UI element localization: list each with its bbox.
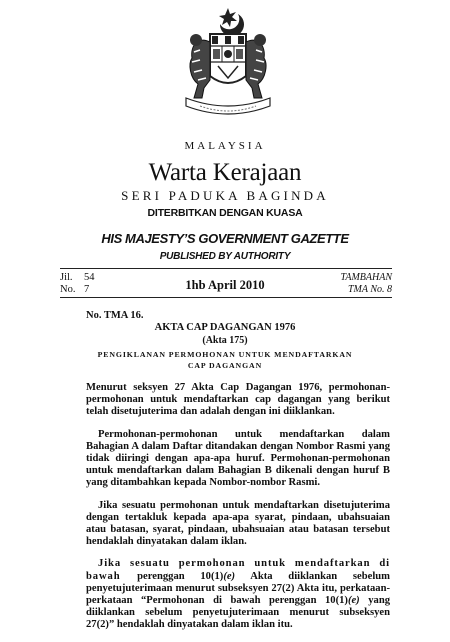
gazette-title: Warta Kerajaan bbox=[148, 159, 302, 186]
issue-date: 1hb April 2010 bbox=[185, 278, 265, 292]
notice-number: No. TMA 16. bbox=[86, 310, 144, 321]
coat-of-arms-emblem bbox=[180, 6, 276, 118]
paragraph-2: Permohonan-permohonan untuk mendaftarkan dalam Bahagian A dalam Daftar ditandakan dengan Nombor Rasmi yang tidak diiringi dengan apa-apa huruf. Permohonan-permohonan untuk mendaftarkan dalam Bahagian B dikenali dengan huruf B yang ditambahkan kepada Nombor-nombor Rasmi. bbox=[86, 428, 390, 489]
gazette-title-en: HIS MAJESTY’S GOVERNMENT GAZETTE bbox=[101, 231, 349, 246]
paragraph-3: Jika sesuatu permohonan untuk mendaftarkan disetujuterima dengan tertakluk kepada apa-apa syarat, pindaan, ubahsuaian atau batasan, syarat, pindaan, ubahsuaian atau batasan tersebut hendaklah dinyatakan dalam iklan. bbox=[86, 499, 390, 548]
bottom-rule bbox=[60, 297, 392, 298]
act-title: AKTA CAP DAGANGAN 1976 bbox=[154, 322, 296, 333]
volume-label: Jil. bbox=[60, 272, 73, 283]
supplement-info bbox=[341, 272, 392, 296]
country-name: MALAYSIA bbox=[184, 140, 266, 152]
notice-heading-line-1: PENGIKLANAN PERMOHONAN UNTUK MENDAFTARKAN bbox=[97, 350, 353, 359]
paragraph-4 bbox=[86, 558, 390, 631]
published-by-authority-en: PUBLISHED BY AUTHORITY bbox=[159, 251, 291, 262]
paragraph-1: Menurut seksyen 27 Akta Cap Dagangan 1976, permohonan-permohonan untuk mendaftarkan cap dagangan yang berikut telah disetujuterima dan adalah dengan ini diiklankan. bbox=[86, 382, 390, 418]
paragraph-4-italic-e2: (e) bbox=[347, 595, 360, 607]
supplement-number: TMA No. 8 bbox=[348, 284, 392, 295]
notice-heading-line-2: CAP DAGANGAN bbox=[187, 361, 263, 370]
supplement-label: TAMBAHAN bbox=[340, 272, 392, 283]
gazette-subtitle: SERI PADUKA BAGINDA bbox=[121, 188, 329, 203]
number-label: No. bbox=[60, 284, 76, 295]
notice-body bbox=[86, 382, 390, 642]
act-number: (Akta 175) bbox=[202, 335, 248, 346]
paragraph-4-lead: Jika sesuatu permohonan untuk mendaftarkan di bawah bbox=[86, 558, 390, 582]
number-value: 7 bbox=[84, 284, 90, 295]
published-by-authority-ms: DITERBITKAN DENGAN KUASA bbox=[147, 207, 303, 219]
paragraph-4-part-c: yang diiklankan sebelum penyetujuterimaan menurut subseksyen 27(2)” hendaklah dinyatakan dalam iklan itu. bbox=[86, 595, 391, 631]
paragraph-4-part-b: Akta diiklankan sebelum penyetujuterimaan menurut subseksyen 27(2) Akta itu, perkataan-perkataan “Permohonan di bawah perenggan 10(1) bbox=[86, 570, 390, 607]
notice-heading bbox=[0, 349, 450, 371]
paragraph-4-part-a: perenggan 10(1) bbox=[137, 570, 224, 582]
volume-value: 54 bbox=[84, 272, 95, 283]
top-rule bbox=[60, 268, 392, 269]
paragraph-4-italic-e1: (e) bbox=[223, 570, 236, 582]
